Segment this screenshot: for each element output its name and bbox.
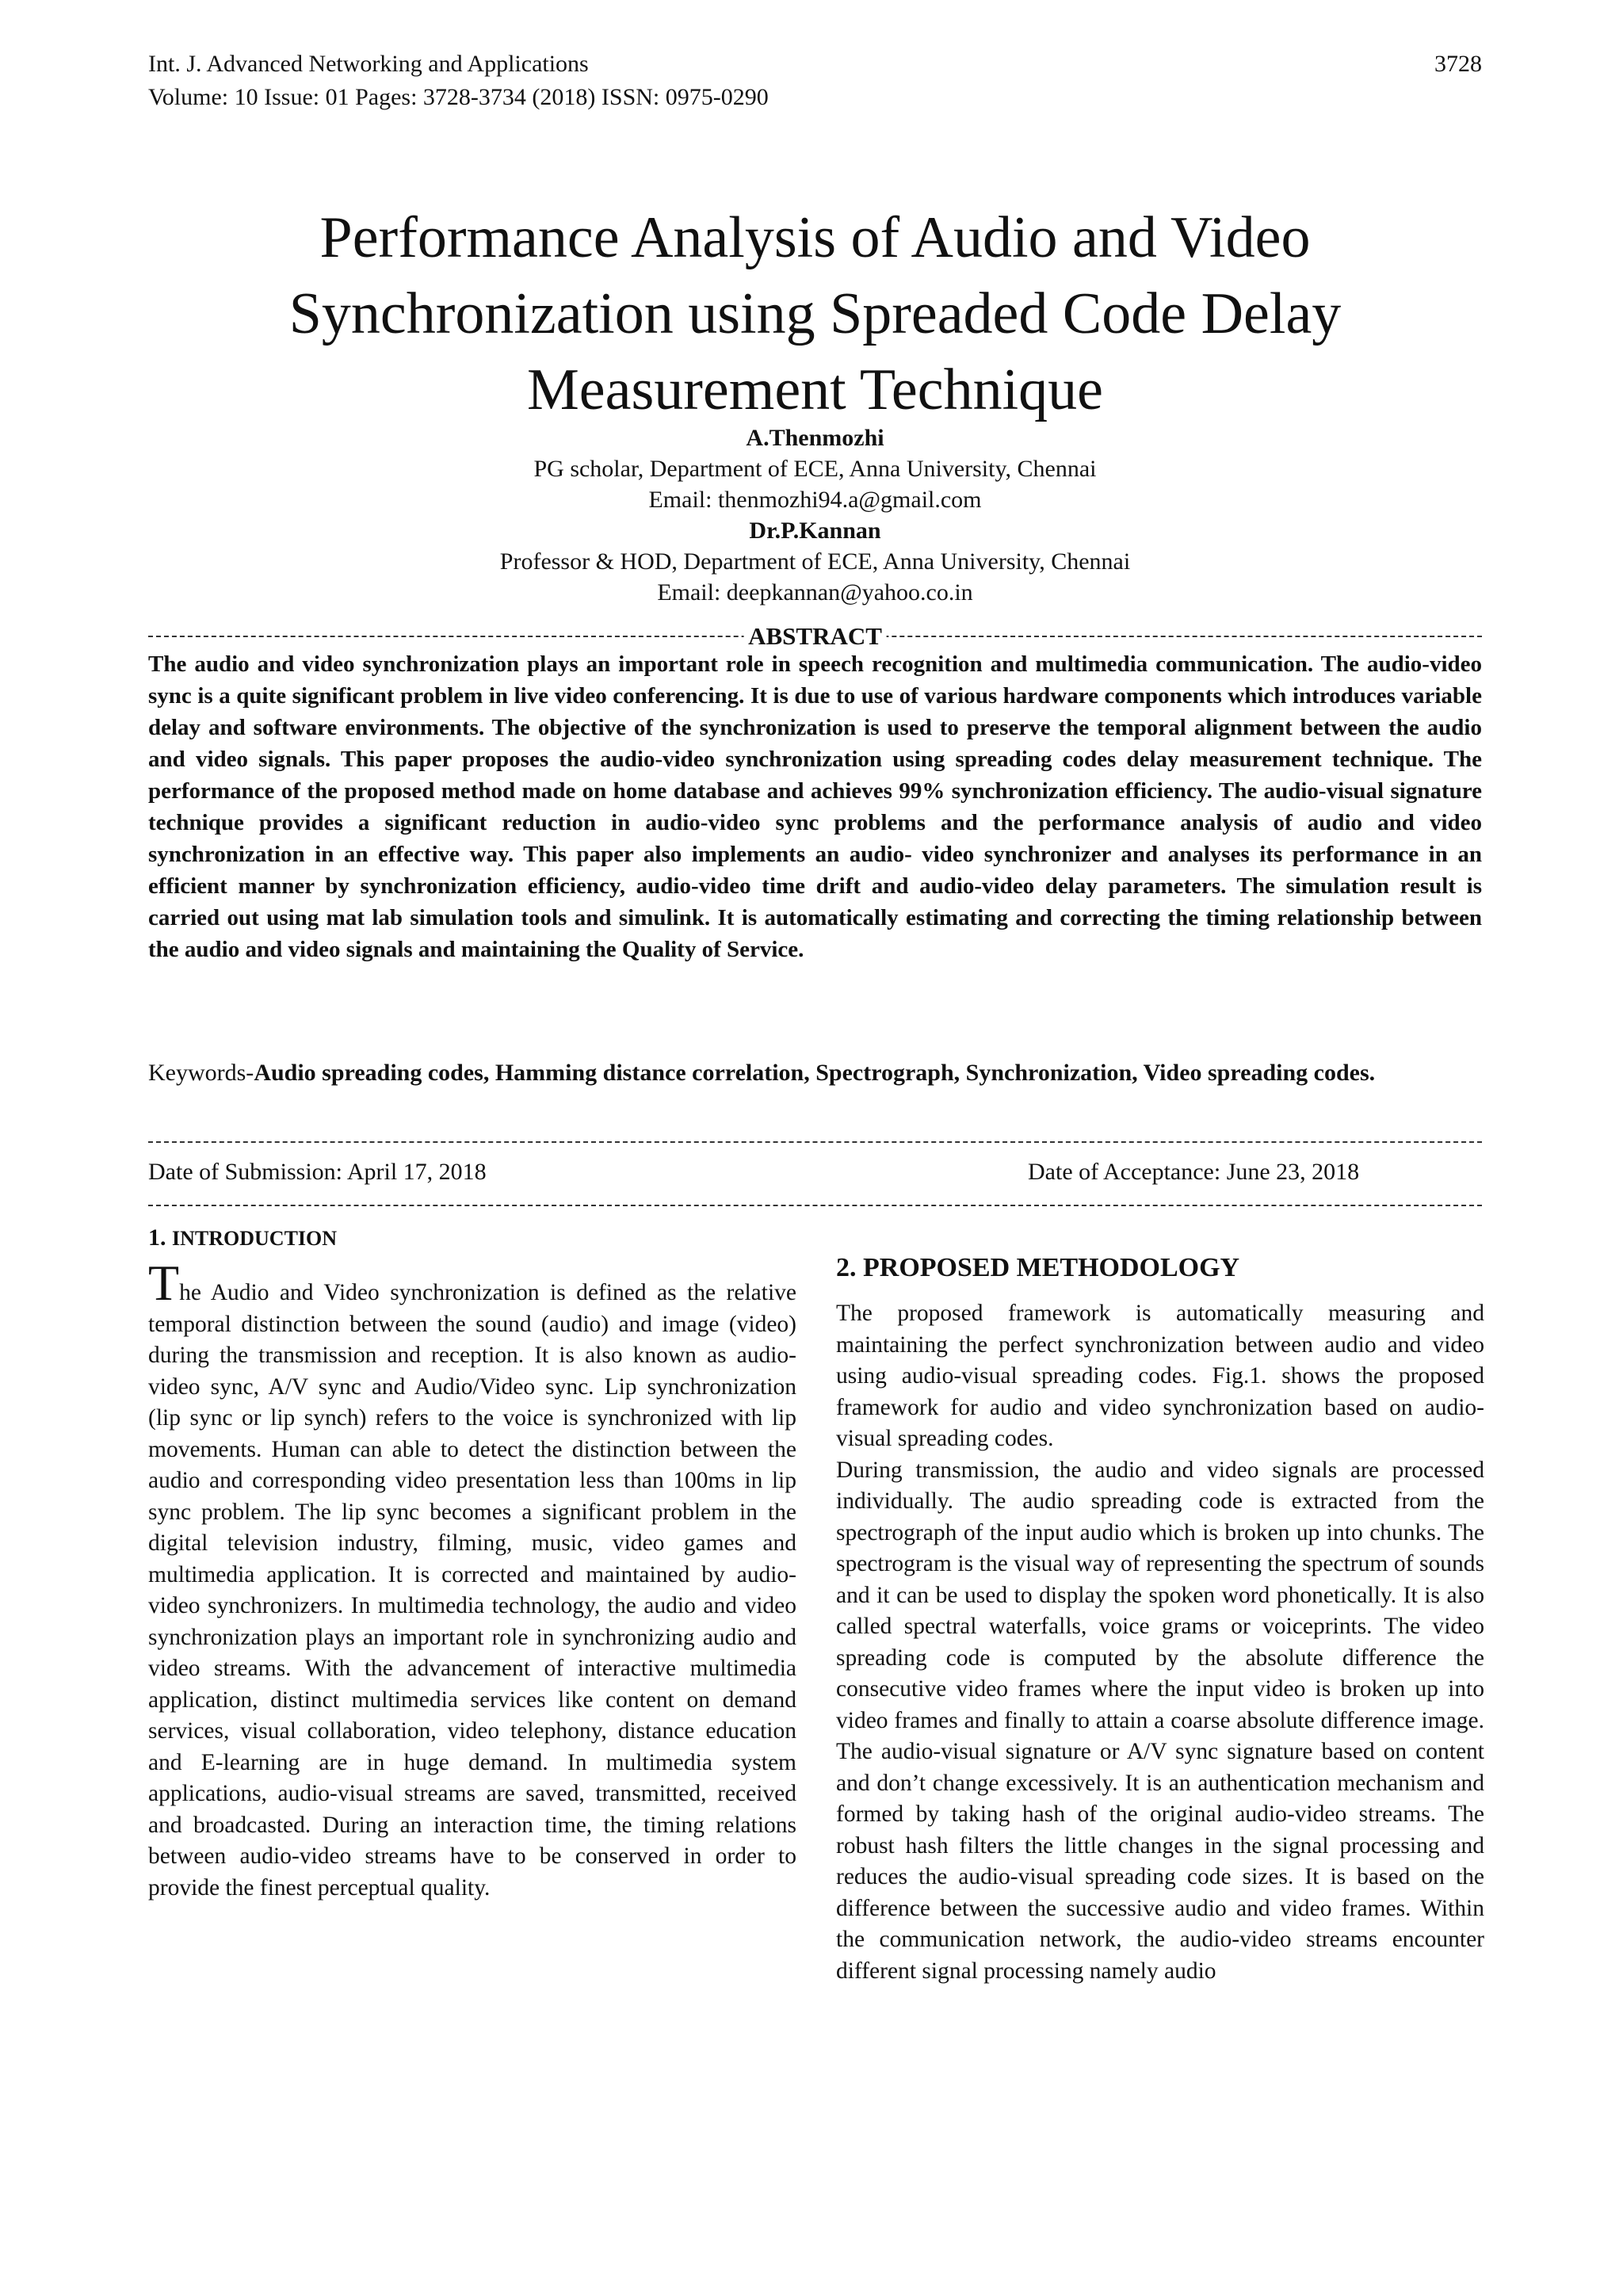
keywords-label: Keywords- — [148, 1060, 254, 1086]
title-line-1: Performance Analysis of Audio and Video — [319, 205, 1311, 270]
section-number: 1. — [148, 1224, 166, 1251]
paper-title — [148, 200, 1482, 428]
journal-name: Int. J. Advanced Networking and Applications — [148, 51, 589, 77]
methodology-paragraph: The proposed framework is automatically measuring and maintaining the perfect synchronization between audio and video using audio-visual spreading codes. Fig.1. shows the proposed framework for audio and video synchronization based on audio-visual spreading codes. — [836, 1301, 1484, 1451]
title-line-3: Measurement Technique — [526, 357, 1104, 422]
author-email: Email: thenmozhi94.a@gmail.com — [648, 487, 982, 513]
volume-info: Volume: 10 Issue: 01 Pages: 3728-3734 (2018) ISSN: 0975-0290 — [148, 84, 769, 110]
introduction-paragraph — [148, 1255, 796, 1904]
submission-date: Date of Submission: April 17, 2018 — [148, 1159, 487, 1185]
title-line-2: Synchronization using Spreaded Code Delay — [288, 281, 1342, 346]
author-name: Dr.P.Kannan — [749, 518, 881, 544]
dates-row — [148, 1156, 1482, 1188]
author-affiliation: PG scholar, Department of ECE, Anna University, Chennai — [533, 456, 1097, 482]
left-column — [148, 1221, 796, 1904]
section-title: INTRODUCTION — [172, 1227, 338, 1250]
abstract-divider — [148, 622, 1482, 650]
author-email: Email: deepkannan@yahoo.co.in — [657, 579, 973, 606]
methodology-paragraph: During transmission, the audio and video signals are processed individually. The audio spreading code is extracted from the spectrograph of the input audio which is broken up into chunks. The spectrogram is the visual way of representing the spectrum of sounds and it can be used to display the spoken word phonetically. It is also called spectral waterfalls, voice grams or voiceprints. The video spreading code is computed by the absolute difference the consecutive video frames where the input video is broken up into video frames and finally to attain a coarse absolute difference image. The audio-visual signature or A/V sync signature based on content and don’t change excessively. It is an authentication mechanism and formed by taking hash of the original audio-video streams. The robust hash filters the little changes in the signal processing and reduces the audio-visual spreading code sizes. It is based on the difference between the successive audio and video frames. Within the communication network, the audio-video streams encounter different signal processing namely audio — [836, 1457, 1484, 1984]
right-column — [836, 1251, 1484, 1987]
divider — [148, 1141, 1482, 1143]
keywords-list: Audio spreading codes, Hamming distance correlation, Spectrograph, Synchronization, Video spreading codes. — [254, 1060, 1376, 1086]
page-number: 3728 — [1434, 51, 1482, 77]
keywords — [148, 1057, 1487, 1089]
introduction-text: he Audio and Video synchronization is defined as the relative temporal distinction between the sound (audio) and image (video) during the transmission and reception. It is also known as audio-video sync, A/V sync and Audio/Video sync. Lip synchronization (lip sync or lip synch) refers to the voice is synchronized with lip movements. Human can able to detect the distinction between the audio and corresponding video presentation less than 100ms in lip sync problem. The lip sync becomes a significant problem in the digital television industry, filming, music, video games and multimedia application. It is corrected and maintained by audio-video synchronizers. In multimedia technology, the audio and video synchronization plays an important role in synchronizing audio and video streams. With the advancement of interactive multimedia application, distinct multimedia services like content on demand services, visual collaboration, video telephony, distance education and E-learning are in huge demand. In multimedia system applications, audio-visual streams are saved, transmitted, received and broadcasted. During an interaction time, the timing relations between audio-video streams have to be conserved in order to provide the finest perceptual quality. — [148, 1280, 796, 1901]
drop-cap: T — [148, 1255, 180, 1311]
abstract-heading: ABSTRACT — [743, 621, 887, 652]
author-name: A.Thenmozhi — [746, 425, 884, 451]
introduction-heading — [148, 1221, 796, 1256]
acceptance-date: Date of Acceptance: June 23, 2018 — [1028, 1159, 1360, 1185]
abstract-text: The audio and video synchronization plays an important role in speech recognition and multimedia communication. The audio-video sync is a quite significant problem in live video conferencing. It is due to use of various hardware components which introduces variable delay and software environments. The objective of the synchronization is used to preserve the temporal alignment between the audio and video signals. This paper proposes the audio-video synchronization using spreading codes delay measurement technique. The performance of the proposed method made on home database and achieves 99% synchronization efficiency. The audio-visual signature technique provides a significant reduction in audio-video sync problems and the performance analysis of audio and video synchronization in an effective way. This paper also implements an audio- video synchronizer and analyses its performance in an efficient manner by synchronization efficiency, audio-video time drift and audio-video delay parameters. The simulation result is carried out using mat lab simulation tools and simulink. It is automatically estimating and correcting the timing relationship between the audio and video signals and maintaining the Quality of Service. — [148, 651, 1482, 962]
divider — [148, 1205, 1482, 1206]
author-block — [148, 422, 1482, 608]
author-affiliation: Professor & HOD, Department of ECE, Anna University, Chennai — [499, 548, 1131, 575]
methodology-heading: 2. PROPOSED METHODOLOGY — [836, 1253, 1240, 1282]
running-header — [148, 48, 1482, 114]
